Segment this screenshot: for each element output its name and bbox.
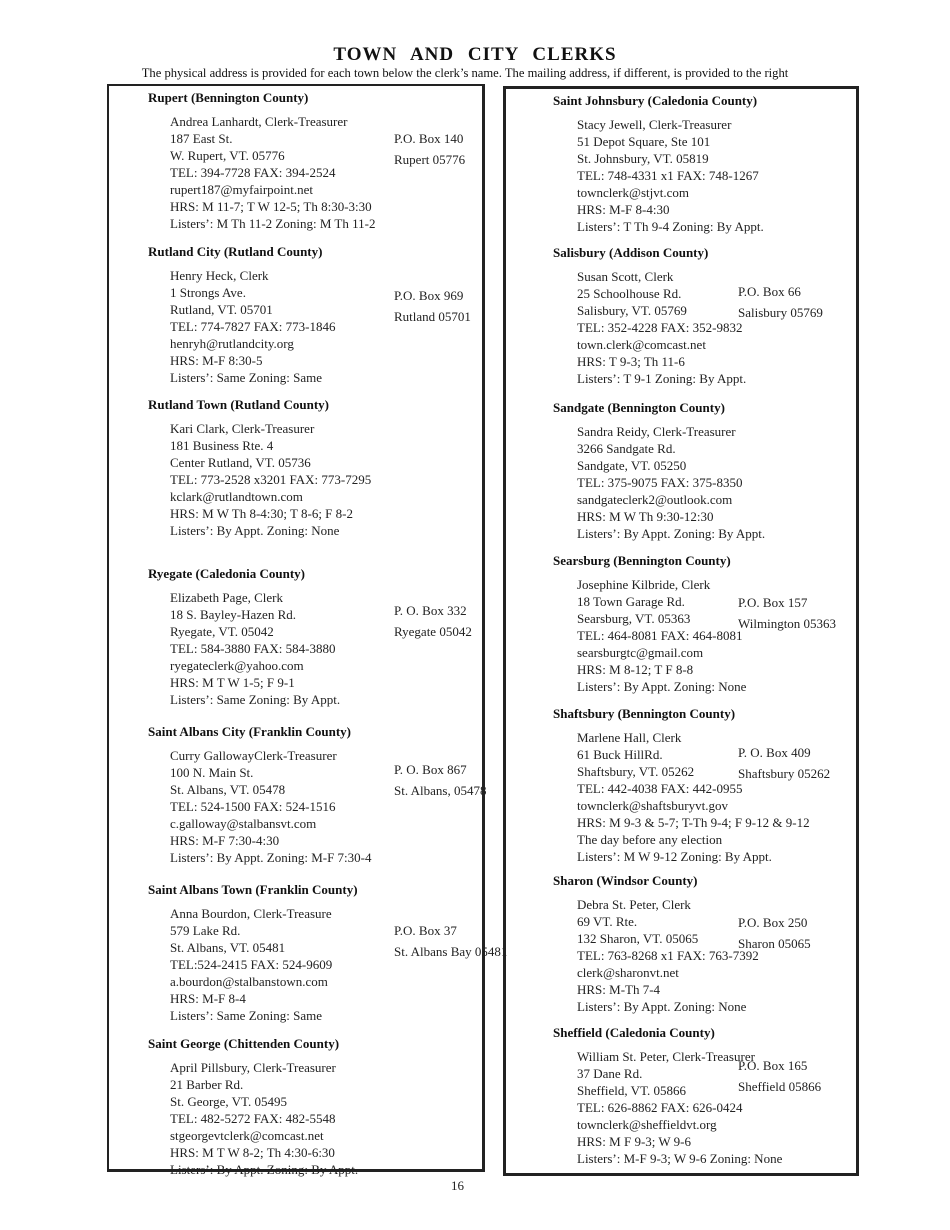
mailing-address-line: P.O. Box 66 [738,284,801,299]
clerk-info-line: Center Rutland, VT. 05736 [170,455,311,470]
mailing-address-line: P.O. Box 250 [738,915,808,930]
clerk-info-line: HRS: M 11-7; T W 12-5; Th 8:30-3:30 [170,199,372,214]
clerk-info-line: Sheffield, VT. 05866 [577,1083,687,1098]
clerk-info-line: Andrea Lanhardt, Clerk-Treasurer [170,114,348,129]
clerk-info-line: Kari Clark, Clerk-Treasurer [170,421,315,436]
clerk-info-line: 3266 Sandgate Rd. [577,441,676,456]
clerk-info-line: 61 Buck HillRd. [577,747,663,762]
mailing-address-line: Salisbury 05769 [738,305,823,320]
clerk-info-line: TEL: 394-7728 FAX: 394-2524 [170,165,336,180]
clerk-info-line: HRS: M T W 8-2; Th 4:30-6:30 [170,1145,335,1160]
clerk-info-line: HRS: T 9-3; Th 11-6 [577,354,685,369]
mailing-address-line: P.O. Box 969 [394,288,464,303]
clerk-info-line: 37 Dane Rd. [577,1066,643,1081]
town-name: Shaftsbury (Bennington County) [553,706,736,721]
clerk-info-line: HRS: M F 9-3; W 9-6 [577,1134,692,1149]
clerk-info-line: HRS: M W Th 9:30-12:30 [577,509,714,524]
clerk-info-line: Listers’: M Th 11-2 Zoning: M Th 11-2 [170,216,376,231]
clerk-info-line: 21 Barber Rd. [170,1077,244,1092]
clerk-info-line: St. George, VT. 05495 [170,1094,287,1109]
town-name: Rutland Town (Rutland County) [148,397,329,412]
clerk-info-line: William St. Peter, Clerk-Treasurer [577,1049,755,1064]
town-name: Sheffield (Caledonia County) [553,1025,715,1040]
mailing-address-line: P.O. Box 37 [394,923,457,938]
clerk-info-line: TEL:524-2415 FAX: 524-9609 [170,957,333,972]
clerk-info-line: HRS: M-F 7:30-4:30 [170,833,280,848]
clerk-info-line: 187 East St. [170,131,233,146]
clerk-info-line: TEL: 352-4228 FAX: 352-9832 [577,320,743,335]
clerk-info-line: 181 Business Rte. 4 [170,438,274,453]
clerk-info-line: townclerk@stjvt.com [577,185,689,200]
clerk-info-line: c.galloway@stalbansvt.com [170,816,317,831]
clerk-info-line: HRS: M-F 8-4:30 [577,202,670,217]
clerk-info-line: 25 Schoolhouse Rd. [577,286,682,301]
clerk-info-line: Listers’: T 9-1 Zoning: By Appt. [577,371,747,386]
mailing-address-line: P. O. Box 867 [394,762,467,777]
clerk-info-line: HRS: M 8-12; T F 8-8 [577,662,694,677]
mailing-address-line: Rutland 05701 [394,309,471,324]
page-title: TOWN AND CITY CLERKS [333,44,617,65]
clerk-info-line: HRS: M 9-3 & 5-7; T-Th 9-4; F 9-12 & 9-12 [577,815,810,830]
town-name: Salisbury (Addison County) [553,245,709,260]
clerk-info-line: 18 Town Garage Rd. [577,594,685,609]
mailing-address [394,759,486,801]
right-column [503,86,859,1176]
clerk-info-line: Listers’: Same Zoning: Same [170,370,323,385]
mailing-address-line: Rupert 05776 [394,152,466,167]
clerk-info-line: Rutland, VT. 05701 [170,302,273,317]
mailing-address [738,281,823,323]
mailing-address [738,742,830,784]
mailing-address-line: P. O. Box 332 [394,603,467,618]
clerk-info-line: St. Johnsbury, VT. 05819 [577,151,709,166]
town-name: Rupert (Bennington County) [148,90,309,105]
town-name: Saint George (Chittenden County) [148,1036,340,1051]
town-name: Sandgate (Bennington County) [553,400,725,415]
clerk-info-line: Searsburg, VT. 05363 [577,611,691,626]
clerk-info-line: TEL: 442-4038 FAX: 442-0955 [577,781,743,796]
clerk-info-line: Anna Bourdon, Clerk-Treasure [170,906,332,921]
clerk-info-line: Listers’: By Appt. Zoning: None [170,523,340,538]
clerk-info-line: TEL: 482-5272 FAX: 482-5548 [170,1111,336,1126]
clerk-info-line: 51 Depot Square, Ste 101 [577,134,711,149]
clerk-info-line: St. Albans, VT. 05478 [170,782,286,797]
clerk-info-line: townclerk@shaftsburyvt.gov [577,798,728,813]
clerk-info-line: TEL: 773-2528 x3201 FAX: 773-7295 [170,472,372,487]
mailing-address-line: St. Albans Bay 05481 [394,944,508,959]
clerk-info-line: 18 S. Bayley-Hazen Rd. [170,607,297,622]
left-column [107,84,508,1177]
clerk-info-line: 1 Strongs Ave. [170,285,246,300]
clerk-info-line: Elizabeth Page, Clerk [170,590,283,605]
clerk-info-line: Josephine Kilbride, Clerk [577,577,711,592]
clerk-info-line: 579 Lake Rd. [170,923,241,938]
clerk-info-line: Salisbury, VT. 05769 [577,303,687,318]
clerk-info-line: Listers’: M W 9-12 Zoning: By Appt. [577,849,772,864]
town-name: Ryegate (Caledonia County) [148,566,305,581]
clerk-info-line: rupert187@myfairpoint.net [170,182,314,197]
clerk-info-line: sandgateclerk2@outlook.com [577,492,733,507]
clerk-info-line: Debra St. Peter, Clerk [577,897,691,912]
clerk-info-line: Listers’: T Th 9-4 Zoning: By Appt. [577,219,764,234]
mailing-address [394,285,471,327]
mailing-address-line: P.O. Box 157 [738,595,808,610]
clerk-info-line: stgeorgevtclerk@comcast.net [170,1128,324,1143]
mailing-address-line: Sheffield 05866 [738,1079,822,1094]
clerk-info-line: town.clerk@comcast.net [577,337,706,352]
clerk-info-line: Sandgate, VT. 05250 [577,458,687,473]
mailing-address-line: P. O. Box 409 [738,745,811,760]
town-name: Searsburg (Bennington County) [553,553,731,568]
clerk-info-line: TEL: 626-8862 FAX: 626-0424 [577,1100,743,1115]
page-number: 16 [451,1178,464,1193]
clerk-info-line: a.bourdon@stalbanstown.com [170,974,328,989]
clerk-info-line: Marlene Hall, Clerk [577,730,682,745]
clerk-info-line: Susan Scott, Clerk [577,269,674,284]
clerk-info-line: Curry GallowayClerk-Treasurer [170,748,337,763]
clerk-info-line: 100 N. Main St. [170,765,254,780]
clerk-info-line: HRS: M W Th 8-4:30; T 8-6; F 8-2 [170,506,353,521]
page-subtitle: The physical address is provided for each town below the clerk’s name. The mailing address, if different, is provided to the right [141,66,789,80]
clerk-info-line: Listers’: Same Zoning: By Appt. [170,692,341,707]
clerk-info-line: 132 Sharon, VT. 05065 [577,931,699,946]
town-name: Saint Johnsbury (Caledonia County) [553,93,758,108]
clerk-info-line: clerk@sharonvt.net [577,965,679,980]
clerk-info-line: TEL: 763-8268 x1 FAX: 763-7392 [577,948,759,963]
clerk-info-line: TEL: 584-3880 FAX: 584-3880 [170,641,336,656]
clerk-info-line: Shaftsbury, VT. 05262 [577,764,695,779]
clerk-info-line: HRS: M-F 8-4 [170,991,246,1006]
clerk-info-line: 69 VT. Rte. [577,914,638,929]
clerk-info-line: TEL: 524-1500 FAX: 524-1516 [170,799,336,814]
town-name: Saint Albans Town (Franklin County) [148,882,358,897]
mailing-address [738,1055,821,1097]
mailing-address-line: Ryegate 05042 [394,624,472,639]
town-name: Saint Albans City (Franklin County) [148,724,351,739]
clerk-info-line: HRS: M T W 1-5; F 9-1 [170,675,295,690]
clerk-info-line: April Pillsbury, Clerk-Treasurer [170,1060,336,1075]
mailing-address [738,912,811,954]
clerk-info-line: Ryegate, VT. 05042 [170,624,274,639]
mailing-address-line: P.O. Box 140 [394,131,464,146]
mailing-address-line: St. Albans, 05478 [394,783,487,798]
clerk-info-line: HRS: M-F 8:30-5 [170,353,263,368]
clerk-info-line: Listers’: By Appt. Zoning: M-F 7:30-4 [170,850,372,865]
clerk-info-line: Sandra Reidy, Clerk-Treasurer [577,424,736,439]
mailing-address-line: Sharon 05065 [738,936,811,951]
clerk-info-line: searsburgtc@gmail.com [577,645,704,660]
clerk-info-line: kclark@rutlandtown.com [170,489,303,504]
town-name: Rutland City (Rutland County) [148,244,323,259]
clerk-info-line: henryh@rutlandcity.org [170,336,294,351]
mailing-address [394,128,465,170]
clerk-info-line: Listers’: By Appt. Zoning: By Appt. [170,1162,359,1177]
clerk-info-line: TEL: 464-8081 FAX: 464-8081 [577,628,743,643]
clerk-info-line: St. Albans, VT. 05481 [170,940,286,955]
clerk-info-line: TEL: 375-9075 FAX: 375-8350 [577,475,743,490]
clerk-info-line: ryegateclerk@yahoo.com [170,658,304,673]
clerk-info-line: The day before any election [577,832,723,847]
clerk-info-line: Listers’: Same Zoning: Same [170,1008,323,1023]
clerk-info-line: Listers’: By Appt. Zoning: None [577,999,747,1014]
clerk-info-line: Listers’: By Appt. Zoning: None [577,679,747,694]
clerk-info-line: townclerk@sheffieldvt.org [577,1117,717,1132]
clerk-info-line: TEL: 748-4331 x1 FAX: 748-1267 [577,168,759,183]
mailing-address [394,600,472,642]
clerk-info-line: Listers’: M-F 9-3; W 9-6 Zoning: None [577,1151,783,1166]
mailing-address [394,920,507,962]
clerk-info-line: Henry Heck, Clerk [170,268,269,283]
clerk-info-line: W. Rupert, VT. 05776 [170,148,285,163]
town-name: Sharon (Windsor County) [553,873,698,888]
mailing-address-line: Wilmington 05363 [738,616,837,631]
clerk-info-line: TEL: 774-7827 FAX: 773-1846 [170,319,336,334]
mailing-address-line: Shaftsbury 05262 [738,766,831,781]
clerk-info-line: Listers’: By Appt. Zoning: By Appt. [577,526,766,541]
mailing-address-line: P.O. Box 165 [738,1058,808,1073]
clerk-info-line: Stacy Jewell, Clerk-Treasurer [577,117,732,132]
clerk-info-line: HRS: M-Th 7-4 [577,982,661,997]
mailing-address [738,592,836,634]
